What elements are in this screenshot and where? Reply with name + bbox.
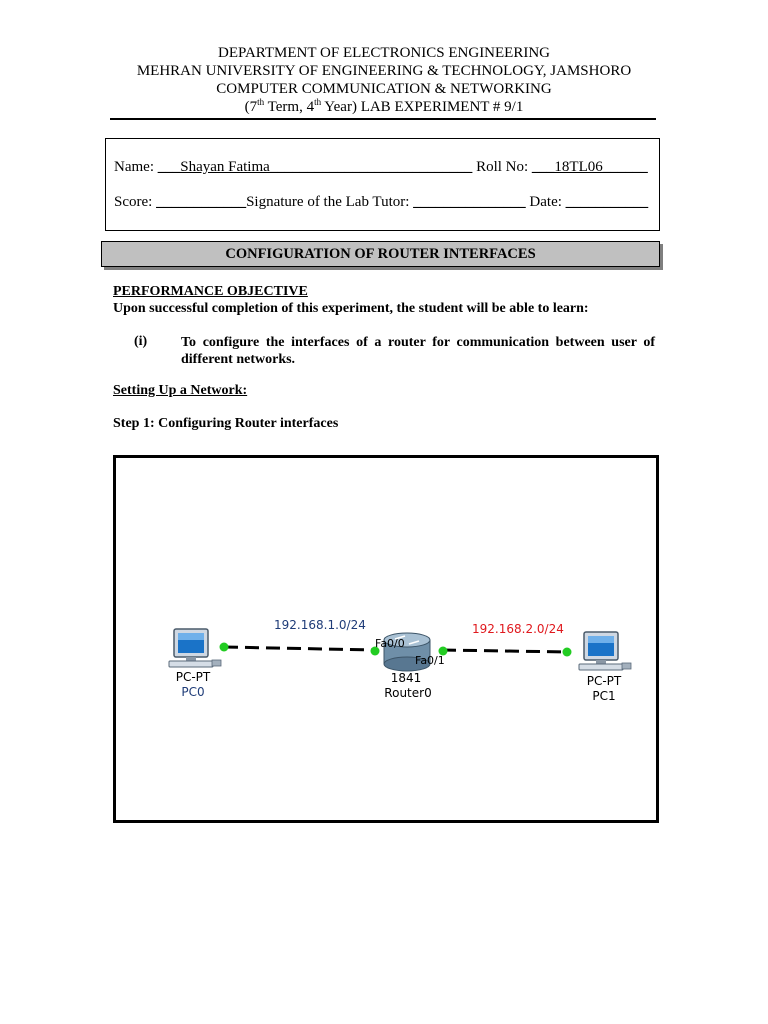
roll-label: Roll No: <box>472 159 532 175</box>
student-info-box <box>105 138 660 231</box>
pc0-name-label: PC0 <box>181 685 205 699</box>
link-router-pc1 <box>442 650 568 652</box>
pc0-type-label: PC-PT <box>175 670 211 684</box>
header-department: DEPARTMENT OF ELECTRONICS ENGINEERING <box>217 45 551 61</box>
objective-text: To configure the interfaces of a router for communication between user of different networks. <box>181 335 655 367</box>
experiment-title: CONFIGURATION OF ROUTER INTERFACES <box>101 241 660 267</box>
step1-heading: Step 1: Configuring Router interfaces <box>113 416 339 431</box>
date-label: Date: <box>525 194 566 210</box>
setup-heading: Setting Up a Network: <box>113 383 248 398</box>
link2-network-label: 192.168.2.0/24 <box>472 622 564 636</box>
score-value: ____________ <box>156 194 247 210</box>
link1-network-label: 192.168.1.0/24 <box>274 618 366 632</box>
pc0-computer-icon <box>169 629 221 667</box>
header-course: COMPUTER COMMUNICATION & NETWORKING <box>216 81 552 97</box>
header-experiment: (7th Term, 4th Year) LAB EXPERIMENT # 9/1 <box>244 97 524 115</box>
score-label: Score: <box>114 194 157 210</box>
name-value: ___Shayan Fatima___________________________ <box>157 159 473 175</box>
link-pc0-router <box>224 647 374 650</box>
performance-objective-heading: PERFORMANCE OBJECTIVE <box>113 284 308 299</box>
name-label: Name: <box>114 159 158 175</box>
roll-value: ___18TL06______ <box>531 159 648 175</box>
pc1-name-label: PC1 <box>592 689 616 703</box>
header-divider <box>110 118 656 120</box>
pc1-port-status-dot <box>563 648 572 657</box>
router-model-label: 1841 <box>390 671 422 685</box>
name-roll-line <box>114 159 648 176</box>
signature-label: Signature of the Lab Tutor: <box>246 194 414 210</box>
signature-value: _______________ <box>413 194 526 210</box>
pc0-port-status-dot <box>220 643 229 652</box>
performance-objective-subheading: Upon successful completion of this experiment, the student will be able to learn: <box>113 301 589 316</box>
pc1-computer-icon <box>579 632 631 670</box>
document-header <box>0 44 768 116</box>
router-name-label: Router0 <box>384 686 432 700</box>
header-university: MEHRAN UNIVERSITY OF ENGINEERING & TECHNOLOGY, JAMSHORO <box>136 63 632 79</box>
pc1-type-label: PC-PT <box>586 674 622 688</box>
objective-number: (i) <box>134 334 148 349</box>
network-topology-figure <box>113 455 659 823</box>
topology-diagram <box>116 458 656 820</box>
router-interface-fa0-0: Fa0/0 <box>375 637 405 650</box>
score-signature-line <box>114 194 648 211</box>
router-interface-fa0-1: Fa0/1 <box>415 654 445 667</box>
date-value: ___________ <box>565 194 649 210</box>
